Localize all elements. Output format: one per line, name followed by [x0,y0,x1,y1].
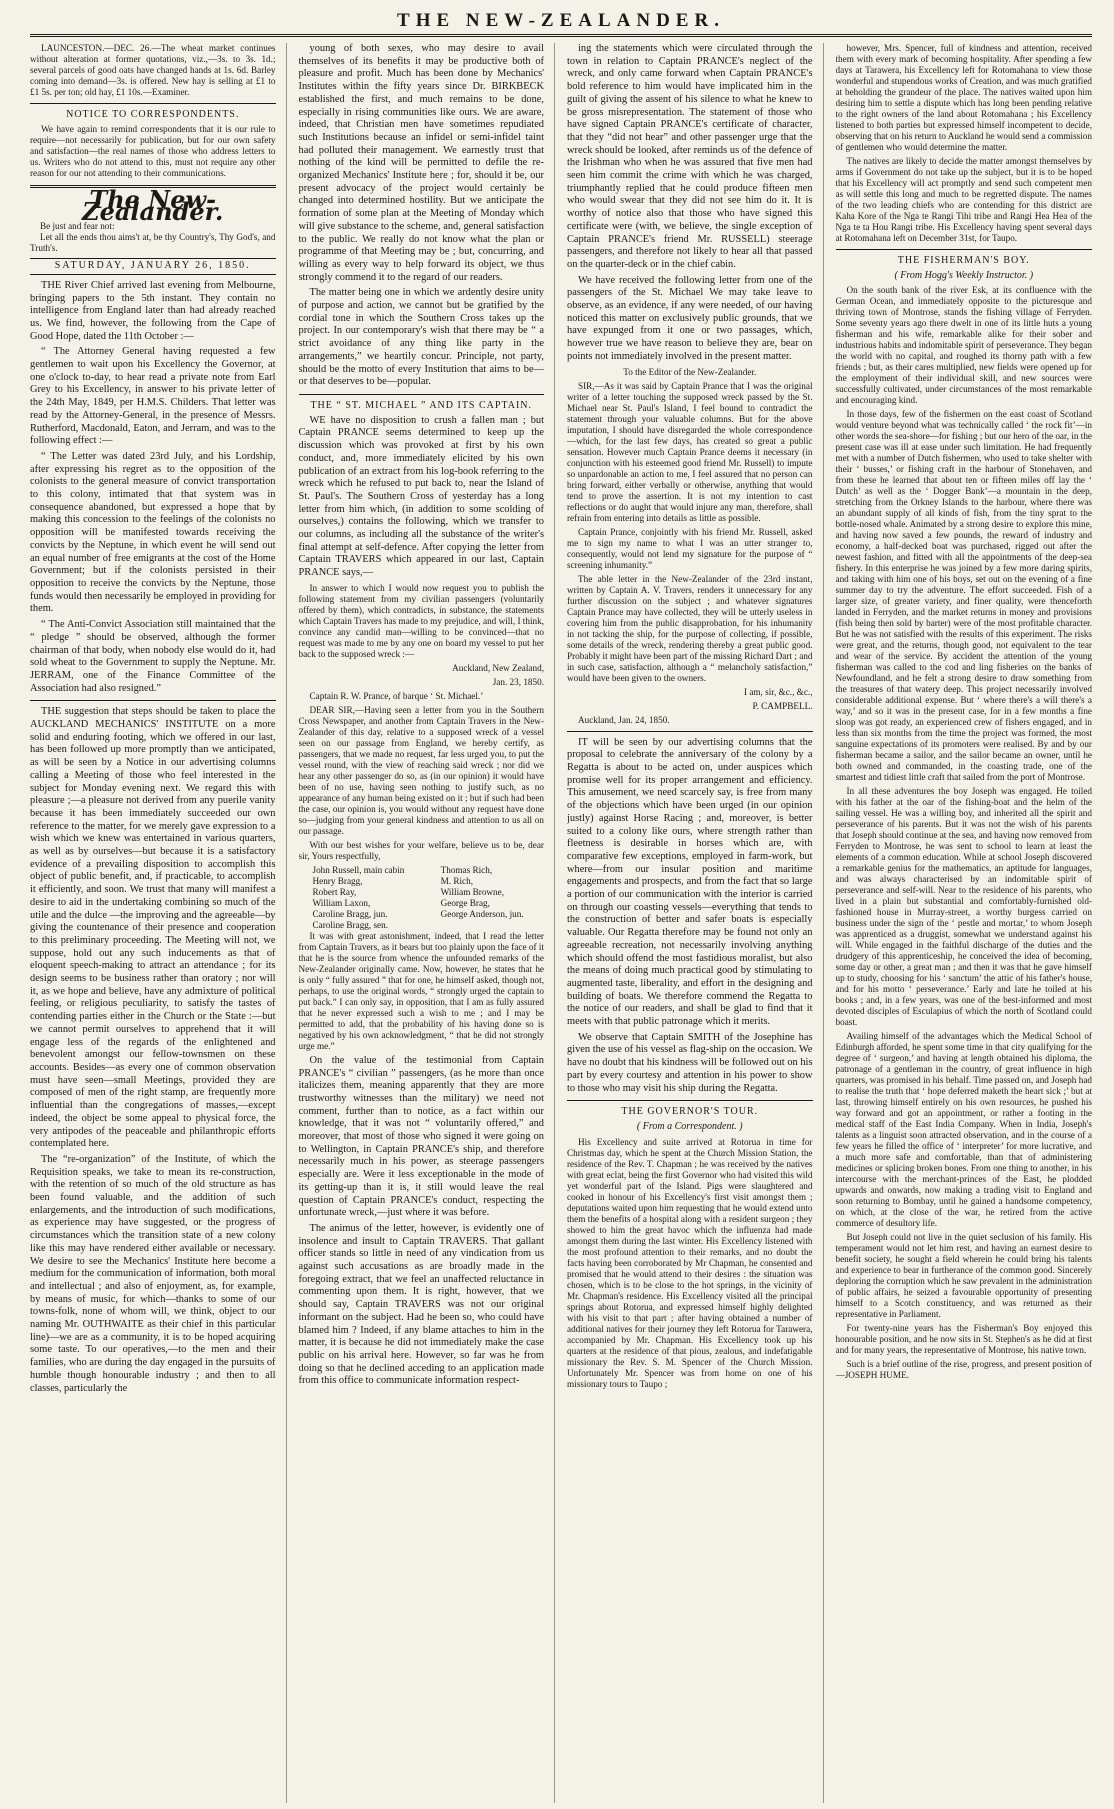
divider [30,103,276,104]
article-source: ( From a Correspondent. ) [636,1120,743,1132]
divider [836,249,1093,250]
signatory: Robert Ray, [312,886,357,897]
signatory: William Laxon, [312,897,371,908]
table-row [299,876,545,887]
table-row [299,920,545,931]
article-paragraph: His Excellency and suite arrived at Rotorua in time for Christmas day, which he spent at the Church Mission Station, the residence of the Rev. T. Chapman ; he was received by the natives with great eclat, being the first Governor who had visited this wild yet wonderful part of the Island. Pigs were slaughtered and cooked in honour of his Excellency's first visit amongst them ; deputations waited upon him requesting that he would extend unto them the benefits of a hospital along with a resident surgeon ; they showed to him the great havoc which the influenza had made amongst them during the last winter. His Excellency listened with the most profound attention to their remarks, and no doubt the facts having been corroborated by Mr Chapman, he consented and promised that he would attend to their desires : the situation was chosen, which is to be close to the hot springs, in the vicinity of Mr. Chapman's residence. His Excellency visited all the principal springs about Rotorua, and expressed himself highly delighted with his visit to that part ; after having obtained a number of additional natives for their journey they left Rotorua for Tarawera, accompanied by Mr. Chapman. His Excellency took up his quarters at the residence of that pious, zealous, and indefatigable missionary the Rev. S. M. Spencer of the Church Mission. Unfortunately Mr. Spencer was from home on one of his missionary tours to Taupo ; [567,1136,813,1389]
signatory: Henry Bragg, [312,875,363,886]
letter-closing: I am, sir, &c., &c., [743,686,813,697]
divider [567,731,813,732]
signatory: John Russell, main cabin [312,864,405,875]
article-paragraph: The natives are likely to decide the matter amongst themselves by arms if Government do not take up the subject, but it is to be hoped that his Excellency will act promptly and send such competent men as will settle this long and much to be regretted dispute. The names of the two leading chiefs who are contending for this district are Kaha Kore of the Nga te Rangi Tihi tribe and Rangi Hea Hea of the Nga te ta Hou Rangi tribe. His Excellency having spent several days at Rotomahana left on December 31st, for Taupo. [835,156,1092,243]
table-row [299,909,545,920]
signatory: George Brag, [440,897,490,908]
market-report: LAUNCESTON.—DEC. 26.—The wheat market continues without alteration at former quotations, viz.,—3s. to 3s. 1d.; several parcels of good oats have changed hands at 1s. 6d. Barley coming into demand—3s. is offered. New hay is selling at £1 to £1 5s. per ton; old hay, £1 10s.—Examiner. [30,43,276,97]
notice-heading: NOTICE TO CORRESPONDENTS. [66,109,240,120]
signatories-table [299,865,545,931]
article-source: ( From Hogg's Weekly Instructor. ) [894,269,1034,281]
columns [30,43,1092,1803]
divider [30,700,276,701]
article-paragraph: The animus of the letter, however, is evidently one of insolence and insult to Captain TRAVERS. That gallant officer stands so little in need of any vindication from us against such accusations as are broadly made in the foregoing extract, that we feel an unaffected reluctance in commenting upon them. It is right, however, that we should say, Captain TRAVERS was not our original informant on the subject. Had he been so, who could have blamed him ? Indeed, if any blame attaches to him in the matter, it is because he did not immediately make the case public on his arrival here. However, so far was he from doing so that he declined acceding to an application made from this office to communicate information respect- [298,1222,544,1387]
article-paragraph: young of both sexes, who may desire to avail themselves of its benefits it may be productive both of pleasure and profit. Much has been done by Mechanics' Institutes within the fifty years since Dr. BIRKBECK established the first, and much remains to be done, especially in rising communities like ours. We are aware, indeed, that Christian men have sometimes repudiated such Institutions because an infidel or semi-infidel taint had polluted their management. We earnestly trust that nothing of the kind will be permitted to defile the re-organized Mechanics' Institute here ; for, should it be, our present advocacy of the project would certainly be changed into determined hostility. But we anticipate the formation of some plan at the Meeting of Monday which will give substance to the scheme, and, general satisfaction to the public. We really do not know what the plan or programme of that Meeting may be ; but, concurring, and willing as every way to help forward its object, we thus strongly commend it to the regard of our readers. [298,43,544,283]
divider [299,394,545,395]
dateline: SATURDAY, JANUARY 26, 1850. [30,258,276,275]
article-paragraph: “ The Letter was dated 23rd July, and his Lordship, after expressing his regret as to the opposition of the colonists to the general measure of convict transportation to this colony, intimated that that system was in consequence abandoned, but expressed a hope that by making this concession to the feelings of the colonists no opposition will be manifested towards receiving the convicts by the Neptune, in which event he will send out an equal number of free emigrants at the cost of the Home Government; but if the colonists persisted in their opposition to receive the convicts by the Neptune, those funds would then necessarily be employed in providing for them. [30,450,276,615]
article-heading: THE GOVERNOR'S TOUR. [621,1106,759,1118]
divider [567,1100,813,1101]
nameplate: The New-Zealander. [82,184,224,227]
letter-paragraph: In answer to which I would now request you to publish the following statement from my civilian passengers (voluntarily offered by them), which contradicts, in substance, the statements which Captain Travers has made to my prejudice, and will, I think, convince any candid man—willing to be convinced—that no request was made to me by any one on board my vessel to put her back to the supposed wreck :— [298,582,544,659]
article-paragraph: In all these adventures the boy Joseph was engaged. He toiled with his father at the oar of the fishing-boat and the helm of the sailing vessel. He was a willing boy, and inherited all the spirit and perseverance of his parents. But it was not the wish of his parents that Joseph should continue at the sea, and having now removed from Ferryden to Montrose, he was sent to school to learn at least the elements of a common education. While at school Joseph discovered a remarkable genius for the mathematics, an aptitude for languages, and was always characterised by an indomitable spirit of perseverance and self-will. Near to the residence of his parents, who lived in a plain but substantial and comfortably-furnished old-fashioned house in Murray-street, a worthy burgess carried on business under the sign of the ‘ pestle and mortar,’ to whom Joseph was apprenticed as a druggist, somewhat we understand against his will. While engaged in the faithful discharge of the duties and the drudgery of this apprenticeship, he conceived the idea of becoming, some day or other, a great man ; and then it was that he gave himself up to study, choosing for his ‘ sanctum’ the attic of his father's house, and for his motto ‘ perseverance.’ Early and late he toiled at his books ; and, in a few years, was one of the best-informed and most devoted disciples of Esculapius of which the north of Scotland could boast. [835,786,1092,1028]
letter-heading: To the Editor of the New-Zealander. [623,366,757,377]
article-paragraph: Such is a brief outline of the rise, progress, and present position of—JOSEPH HUME. [835,1359,1092,1381]
article-paragraph: We have received the following letter from one of the passengers of the St. Michael We may take leave to observe, as an evidence, if any were needed, of our having noticed this matter on exclusively public grounds, that we have expunged from it one or two passages, which, however true we have reason to believe they are, bear on points not immediately involved in the present matter. [567,274,813,362]
motto-line-2: Let all the ends thou aims't at, be thy Country's, Thy God's, and Truth's. [30,232,276,254]
article-paragraph: We observe that Captain SMITH of the Josephine has given the use of his vessel as flag-ship on the occasion. We have no doubt that his kindness will be followed out on his part by every courtesy and attention in his power to show to those who may visit his ship during the Regatta. [567,1031,813,1094]
article-paragraph: On the south bank of the river Esk, at its confluence with the German Ocean, and immediately opposite to the picturesque and thriving town of Montrose, stands the fishing village of Ferryden. Some seventy years ago there dwelt in one of its little huts a young fisherman and his wife, remarkable alike for their sober and industrious habits and indomitable spirit of perseverance. They began the world with no capital, and roughed its thorny path with a few friends ; but, as their cares multiplied, new fields were opened up for the employment of their individual skill, and new sources were successfully cultivated, under circumstances of the most remarkable and encouraging kind. [835,285,1092,406]
letter-date: Auckland, Jan. 24, 1850. [578,714,670,725]
signatory: Thomas Rich, [440,864,493,875]
article-paragraph: Availing himself of the advantages which the Medical School of Edinburgh afforded, he spent some time in that city qualifying for the degree of ‘ surgeon,’ and having at length obtained his diploma, the patronage of a gentleman in the country, of great influence in high quarters, was promised in his behalf. Time passed on, and Joseph had to realise the truth that ‘ hope deferred maketh the heart sick ;’ but at last, throwing himself entirely on his own resources, he pushed his way forward and got an appointment, or rather a footing in the medical staff of the East India Company. When in India, Joseph's talents as a linguist soon attracted observation, and in the course of a few years he filled the office of ‘ interpreter’ for more lucrative, and a much more safe and comfortable, than that of administering medicines or splicing broken bones. From one thing to another, in his intercourse with the merchant-princes of the East, he plodded upwards and onwards, now making a trading visit to England and soon returning to Bombay, until he gained a handsome competency, on which, at the close of the war, he retired from the active commerce of desultory life. [835,1031,1092,1229]
article-paragraph: “ The Anti-Convict Association still maintained that the “ pledge ” should be observed, although the former chairman of that body, when nobody else would do it, had sold wheat to the Government to supply the Neptune. Mr. JERRAM, one of the Finance Committee of the Association had also resigned.” [30,619,276,694]
column-2 [299,43,556,1803]
letter-paragraph: SIR,—As it was said by Captain Prance that I was the original writer of a letter touching the supposed wreck passed by the St. Michael near St. Paul's Island, I feel bound to contradict the statement through your valuable columns. But for the above imputation, I should have disregarded the whole correspondence—which, for the last few days, has created so great a public sensation. However much Captain Prance deems it necessary (in conjunction with his esteemed good friend Mr. Russell) to impute so unpardonable an action to me, I feel assured that no person can bring forward, either verbally or otherwise, anything that would tend to prove the assertion. It is not my intention to cast reflections or do aught that would injure any man, therefore, shall refrain from entering into details as little as possible. [567,380,813,523]
letter-place: Auckland, New Zealand, [452,662,544,673]
signatory: George Anderson, jun. [440,908,524,919]
letter-paragraph: It was with great astonishment, indeed, that I read the letter from Captain Travers, as it bears but too plainly upon the face of it that he is the source from whence the unfounded remarks of the New-Zealander originally came. Now, however, he states that he is only “ fully assured ” that for one, he himself asked, though not, perhaps, to use the original words, “ strongly urged the captain to put back.” I can only say, in opposition, that I am as fully assured that he never expressed such a wish to me ; and I may be permitted to add, that the probability of his having done so is negatived by his own acknowledgment, “ that he did not strongly urge me.” [298,930,544,1051]
letter-paragraph: DEAR SIR,—Having seen a letter from you in the Southern Cross Newspaper, and another from Captain Travers in the New-Zealander of this day, relative to a supposed wreck of a vessel seen on our passage from England, we hereby certify, as passengers, that we made no request, far less urged you, to put the vessel round, with the view of reaching said wreck ; nor did we hear any other passenger do so, as (in our opinion) it would have been of no use, having seen nothing to justify such, as no appearance of any human being existed on it ; but if such had been the case, our opinion is, you would without any request have done so—judging from your general kindness and attention to us all on our passage. [298,704,544,836]
article-paragraph: The “re-organization” of the Institute, of which the Requisition speaks, we take to mean its re-construction, with the retention of so much of the old structure as has been found valuable, and the addition of such enlargements, and the introduction of such modifications, as experience may have suggested, or the progress of circumstances which the transition state of a new colony like this may have rendered either available or necessary. We desire to see the Mechanics' Institute here become a medium for the communication of information, both moral and intellectual ; and also of enjoyment, as, for example, by means of music, for which—thanks to some of our towns-folk, none of whom will, we think, object to our naming Mr. OUTHWAITE as their chief in this particular line)—we are as a community, it is to be hoped acquiring some taste. To our operatives,—to the men and their families, who are during the day engaged in the pursuits of humble though honourable industry ; and then to all classes, particularly the [30,1153,276,1394]
letter-addressee: Captain R. W. Prance, of barque ‘ St. Michael.’ [309,690,484,701]
column-1 [30,43,287,1803]
notice-text: We have again to remind correspondents that it is our rule to require—not necessarily for publication, but for our own safety and satisfaction—the real names of those who address letters to us. Writers who do not attend to this, must not require any other reason for our not attending to their communications. [30,123,276,178]
signatory: William Browne, [440,886,505,897]
table-row [299,865,545,876]
letter-paragraph: With our best wishes for your welfare, believe us to be, dear sir, Yours respectfully, [298,839,544,861]
article-paragraph: however, Mrs. Spencer, full of kindness and attention, received them with every mark of becoming hospitality. After spending a few days at Tarawera, his Excellency left for Rotomahana to view those wonderful and stupendous works of Creation, and was much gratified at beholding the grandeur of the place. The natives waited upon him desiring him to settle a dispute which has long been pending relative to the right owners of the land about Rotomahana ; his Excellency listened to both parties but expressed himself incompetent to decide, observing that on his return to Auckland he would send a commission of gentlemen who would determine the matter. [835,43,1092,152]
signatory [427,920,544,931]
article-paragraph: WE have no disposition to crush a fallen man ; but Captain PRANCE seems determined to keep up the discussion which was provoked at first by his own conduct, and, more immediately elicited by his own publication of an extract from his log-book referring to the wreck which he refused to put back to, near the Island of St. Paul's. The Southern Cross of yesterday has a long letter from him which, (in addition to some scolding of ourselves,) contains the following, which we transfer to our columns, as including all the substance of the writer's final attempt at self-defence. After copying the letter from Captain TRAVERS which appeared in our last, Captain PRANCE says,— [298,414,544,579]
article-paragraph: IT will be seen by our advertising columns that the proposal to celebrate the anniversary of the colony by a Regatta is about to be acted on, under auspices which promise well for its proper arrangement and efficiency. This amusement, we need scarcely say, is free from many of the objections which have been urged (in our opinion justly) against Horse Racing ; and, moreover, is better suited to a colony like ours, where strength rather than fleetness is desirable in horses which are, with comparative few exceptions, employed in farm-work, but where—from our insular position and maritime engagements and prospects, and from the fact that so large a portion of our communication with the interior is carried on through our coasting vessels—everything that tends to the construction of better and safer boats is especially valuable. Our Regatta therefore may be found not only an agreeable recreation, not necessarily involving anything which should offend the most fastidious moralist, but also the means of doing much practical good by stimulating to augmented taste, liberality, and effort in the designing and building of boats. We therefore commend the Regatta to the notice of our readers, and shall be glad to find that it meets with that public patronage which it merits. [567,736,813,1028]
table-row [299,887,545,898]
letter-paragraph: Captain Prance, conjointly with his friend Mr. Russell, asked me to sign my name to what I was an utter stranger to, consequently, would not lend my signature for the purpose of “ screening inhumanity.” [567,526,813,570]
motto-line-1: Be just and fear not: [40,221,115,232]
table-row [299,898,545,909]
article-paragraph: On the value of the testimonial from Captain PRANCE's “ civilian ” passengers, (as he more than once italicizes them, meaning apparently that they are more trustworthy witnesses than the military) we need not comment, further than to notice, as a fact within our knowledge, that it was not “ voluntarily offered,” and moreover, that most of those who signed it were going on to Wellington, in Captain PRANCE's ship, and therefore necessarily much in his power, as steerage passengers especially are. Were it less exceptionable in the mode of its getting-up than it is, it still would leave the real question of Captain PRANCE's conduct, respecting the unfortunate wreck,—just where it was before. [298,1054,544,1219]
article-paragraph: THE River Chief arrived last evening from Melbourne, bringing papers to the 5th instant. They contain no intelligence from England later than had already reached us. We find, however, the following from the Cape of Good Hope, dated the 11th October :— [30,279,276,342]
signatory: M. Rich, [440,875,474,886]
column-4 [836,43,1093,1803]
letter-paragraph: The able letter in the New-Zealander of the 23rd instant, written by Captain A. V. Travers, renders it unnecessary for any further discussion on the subject ; and whatever signatures Captain Prance may have collected, they will be utterly useless in covering him from the public disapprobation, for his inhumanity in not tacking the ship, for the purpose of collecting, if possible, some details of the wreck, rendering thereby a great public good. Probably it might have been part of the missing Richard Dart ; and in such case, satisfaction, although a “ melancholy satisfaction,” would have been given to the owners. [567,573,813,683]
article-paragraph: “ The Attorney General having requested a few gentlemen to wait upon his Excellency the Governor, at one o'clock to-day, to hear read a private note from Earl Grey to his Excellency, in answer to his private letter of the 24th May, 1849, per H.M.S. Childers. That letter was read by the Attorney-General, in the presence of Messrs. Rutherford, Macdonald, Eaton, and Jerram, and was to the following effect :— [30,346,276,447]
masthead: THE NEW-ZEALANDER. [30,8,1092,37]
article-heading: THE FISHERMAN'S BOY. [897,255,1030,266]
article-paragraph: For twenty-nine years has the Fisherman's Boy enjoyed this honourable position, and he now sits in St. Stephen's as he did at first and for many years, the representative of Montrose, his native town. [835,1323,1092,1356]
article-paragraph: But Joseph could not live in the quiet seclusion of his family. His temperament would not let him rest, and having an earnest desire to benefit society, he sought a field wherein he could bring his talents and experience to bear in furtherance of the common good. Sincerely deploring the corruption which he saw prevalent in the administration of public affairs, he seized a favourable opportunity of presenting himself to a Scotch constituency, and was returned as their representative in Parliament. [835,1232,1092,1320]
signatory: Caroline Bragg, sen. [312,919,389,930]
column-3 [567,43,824,1803]
article-paragraph: In those days, few of the fishermen on the east coast of Scotland would venture beyond what was technically called ‘ the rock fit’—in other words the sea-shore—for fishing ; but our hero of the oar, in the present case was ill at ease under such limitation. He had frequently met with a number of Dutch fishermen, who used to take shelter with their ‘ busses,’ or fishing craft in the harbour of Stonehaven, and from these he learned that about ten or fifteen miles off lay the ‘ Dutch’ as well as the ‘ Dogger Bank’—a mountain in the deep, stretching from the Orkney Islands to the harbour, where there was an abundant supply of all kinds of fish, from the tiny sprat to the bottle-nosed whale. Animated by a strong desire to explore this mine, and having now saved a few pounds, the reward of industry and economy, a half-decked boat was purchased, rigged out after the newest fashion, and fitted with all the appointments of the deep-sea fishery. In this enterprise he was joined by a few more daring spirits, and taking with him one of his boys, set out on the evening of a fine summer day to try the adventure. The effort succeeded. Fish of a larger size, of greater variety, and finer quality, were thenceforth landed in Ferryden, and the market returns in money and provisions (fish being then sold by barter) were of the most profitable character. But he was not satisfied with the results of this experiment. The risks were great, and the returns, though good, not equivalent to the tear and wear of the service. By accident the attention of the young fisherman was called to the cod and ling fisheries on the banks of Newfoundland, and he felt a strong desire to draw something from the treasures of that watery deep. This project necessarily involved considerable additional expense. But ‘ where there's a will there's a way,’ and so it was in the present case, for in a few months a fine sloop was got ready, an experienced crew of fishers engaged, and in less than six months from the time the project was formed, the most sanguine expectations of its promoters were realised. By and by our fisherman became a sailor, and the sailor became an owner, until he both owned and commanded, in the coasting trade, one of the smartest and tidiest little craft that sailed from the port of Montrose. [835,409,1092,783]
letter-date: Jan. 23, 1850. [492,676,544,687]
letter-signature: P. CAMPBELL. [752,700,813,711]
signatory: Caroline Bragg, jun. [312,908,388,919]
article-paragraph: The matter being one in which we ardently desire unity of purpose and action, we cannot but be gratified by the cordial tone in which the Southern Cross takes up the project. In our contemporary's wish that there may be “ a strict avoidance of any thing like party in the arrangements,” we heartily concur. Principle, not party, should be the motto of every Institution that aims to be—or that deserves to be—popular. [298,287,544,388]
article-paragraph: THE suggestion that steps should be taken to place the AUCKLAND MECHANICS' INSTITUTE on a more solid and enduring footing, which we offered in our last, has been followed up more promptly than we anticipated, as will be seen by a Notice in our advertising columns calling a Meeting of those who feel interested in the subject for Monday evening next. We regard this with pleasure ;—a pleasure not derived from any puerile vanity because it has been immediately succeeded our own reference to the matter, for we merely gave expression to a wish which we knew was entertained in various quarters, as well as by ourselves—but because it is a satisfactory evidence of a prevailing disposition to accomplish this object of public benefit, and, if practicable, to accomplish it efficiently, and soon. We trust that many will manifest a desire to aid in the undertaking combining so much of the utile and the dulce —the improving and the agreeable—by giving the countenance of their presence and cooperation to this preliminary proceeding. The Meeting will not, we suppose, hold out any such inducements as that of eloquent speech-making to attract an attendance ; for its design seems to be business rather than oratory ; nor will it, as we hope and believe, have any admixture of political feeling, or religious peculiarity, to satisfy the tastes of contending parties either in the Church or the State :—but we cannot permit ourselves to apprehend that it will engage less of the regards of the enlightened and benevolent amongst our fellow-townsmen on these accounts. Besides—as every one of common observation must have seen—small Meetings, provided they are composed of men of the right stamp, are frequently more influential than the congregations of masses,—except indeed, the object be some appeal to physical force, the very antipodes of the peaceable and philanthropic efforts contemplated here. [30,706,276,1150]
article-paragraph: ing the statements which were circulated through the town in relation to Captain PRANCE's neglect of the wreck, and only came forward when Captain PRANCE's bold reference to him would have implicated him in the guilt of giving the assent of his silence to what he knew to be gross misrepresentation. The statement of those who have signed Captain PRANCE's certificate of character, that they “did not hear” and other passenger urge that the wreck should be looked, after reminds us of the defence of the Irishman who when he was assured that five men had seen him commit the crime with which he was charged, triumphantly replied that he could produce fifteen men who would swear that they did not see him do it. It is worthy of notice also that those who have signed this certificate were (with, we believe, the single exception of Captain PRANCE's friend Mr. RUSSELL) steerage passengers, and therefore not likely to hear all that passed on the quarter-deck or in the chief cabin. [567,43,813,270]
article-heading: THE “ ST. MICHAEL ” AND ITS CAPTAIN. [310,399,533,411]
